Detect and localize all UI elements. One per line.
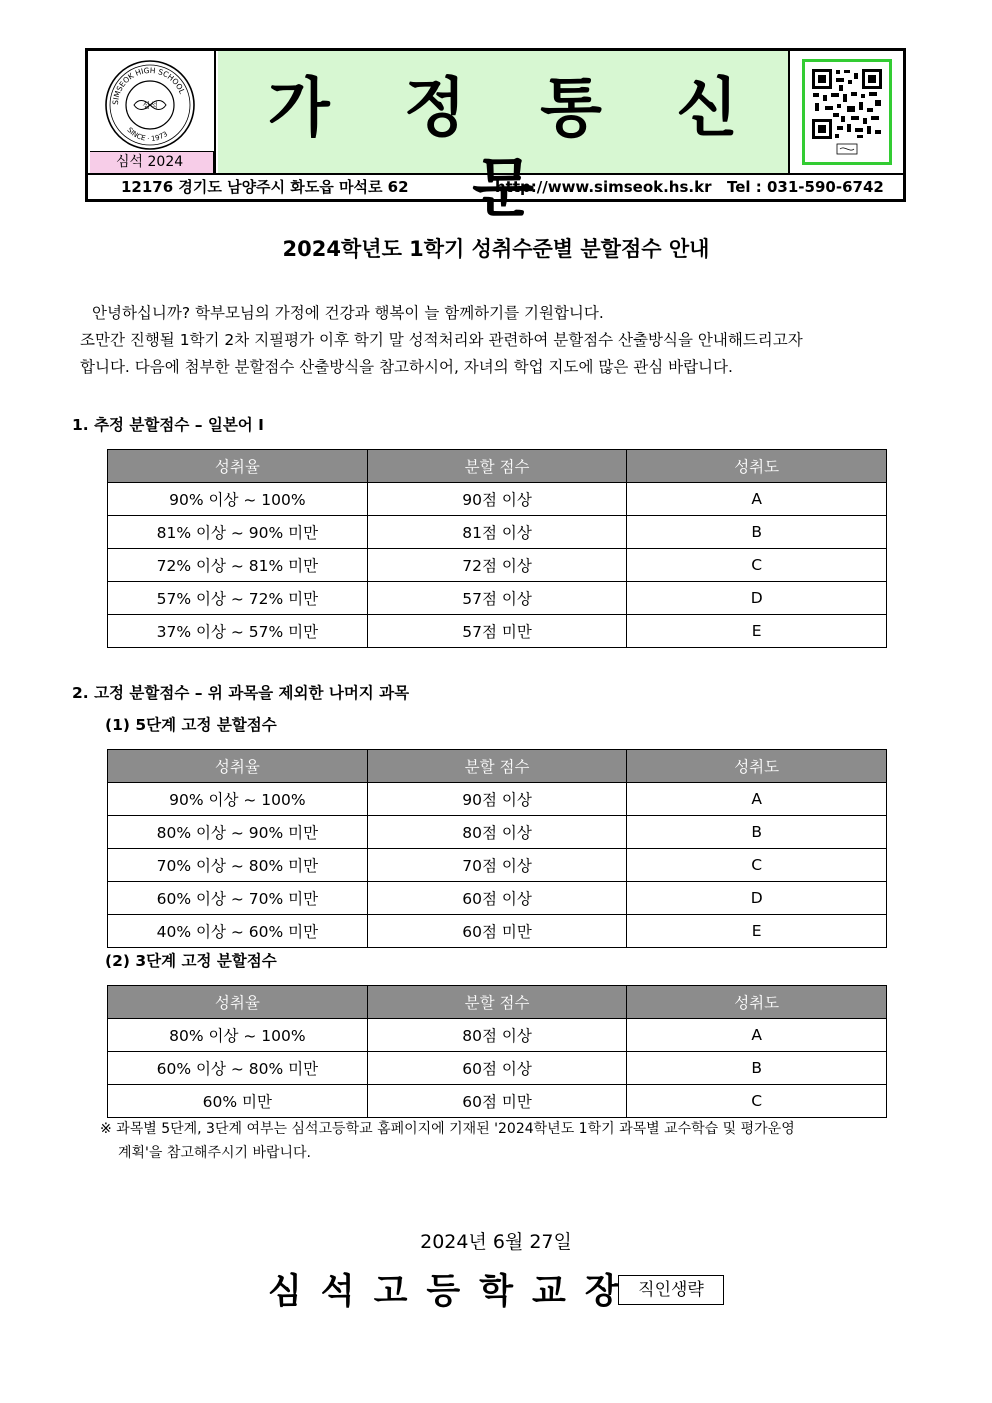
qr-code-icon[interactable] bbox=[811, 68, 883, 156]
rate-cell: 60% 미만 bbox=[108, 1085, 368, 1118]
rate-cell: 60% 이상 ~ 80% 미만 bbox=[108, 1052, 368, 1085]
grade-cell: A bbox=[627, 483, 887, 516]
grade-cell: E bbox=[627, 915, 887, 948]
table-row bbox=[108, 1085, 887, 1118]
school-phone: Tel : 031-590-6742 bbox=[727, 178, 884, 196]
qr-frame bbox=[802, 59, 892, 165]
three-level-cut-score-table bbox=[107, 985, 887, 1118]
intro-paragraph bbox=[80, 300, 920, 381]
score-cell: 60점 이상 bbox=[367, 1052, 627, 1085]
header-cut-score: 분할 점수 bbox=[367, 986, 627, 1019]
score-cell: 90점 이상 bbox=[367, 483, 627, 516]
table-row bbox=[108, 849, 887, 882]
grade-cell: C bbox=[627, 849, 887, 882]
header-achievement-rate: 성취율 bbox=[108, 750, 368, 783]
grade-cell: A bbox=[627, 783, 887, 816]
logo-label: 심석 2024 bbox=[90, 151, 214, 173]
rate-cell: 57% 이상 ~ 72% 미만 bbox=[108, 582, 368, 615]
qr-cell bbox=[788, 51, 903, 173]
score-cell: 60점 미만 bbox=[367, 915, 627, 948]
principal-signature: 심석고등학교장 bbox=[268, 1272, 638, 1312]
section2-title: 2. 고정 분할점수 – 위 과목을 제외한 나머지 과목 bbox=[72, 684, 410, 702]
table-row bbox=[108, 882, 887, 915]
rate-cell: 40% 이상 ~ 60% 미만 bbox=[108, 915, 368, 948]
header-achievement-rate: 성취율 bbox=[108, 986, 368, 1019]
intro-line: 합니다. 다음에 첨부한 분할점수 산출방식을 참고하시어, 자녀의 학업 지도에 많은 관심 바랍니다. bbox=[80, 358, 733, 376]
seal-omitted-box: 직인생략 bbox=[618, 1275, 724, 1305]
table-row bbox=[108, 582, 887, 615]
score-cell: 90점 이상 bbox=[367, 783, 627, 816]
header-cut-score: 분할 점수 bbox=[367, 750, 627, 783]
grade-cell: C bbox=[627, 549, 887, 582]
header-achievement-rate: 성취율 bbox=[108, 450, 368, 483]
table-header-row bbox=[108, 450, 887, 483]
table-header-row bbox=[108, 750, 887, 783]
emblem-school-name: SIMSEOK HIGH SCHOOL bbox=[110, 65, 187, 106]
rate-cell: 80% 이상 ~ 90% 미만 bbox=[108, 816, 368, 849]
grade-cell: B bbox=[627, 816, 887, 849]
table-row bbox=[108, 516, 887, 549]
table-row bbox=[108, 816, 887, 849]
grade-cell: C bbox=[627, 1085, 887, 1118]
score-cell: 57점 이상 bbox=[367, 582, 627, 615]
intro-line: 안녕하십니까? 학부모님의 가정에 건강과 행복이 늘 함께하기를 기원합니다. bbox=[92, 304, 604, 322]
header-grade: 성취도 bbox=[627, 450, 887, 483]
table-row bbox=[108, 549, 887, 582]
grade-cell: D bbox=[627, 582, 887, 615]
rate-cell: 70% 이상 ~ 80% 미만 bbox=[108, 849, 368, 882]
table-row bbox=[108, 483, 887, 516]
section2-sub2-title: (2) 3단계 고정 분할점수 bbox=[105, 952, 277, 970]
table-row bbox=[108, 1019, 887, 1052]
rate-cell: 37% 이상 ~ 57% 미만 bbox=[108, 615, 368, 648]
rate-cell: 81% 이상 ~ 90% 미만 bbox=[108, 516, 368, 549]
grade-cell: B bbox=[627, 516, 887, 549]
rate-cell: 80% 이상 ~ 100% bbox=[108, 1019, 368, 1052]
grade-cell: B bbox=[627, 1052, 887, 1085]
section1-title: 1. 추정 분할점수 – 일본어 I bbox=[72, 416, 264, 434]
five-level-cut-score-table bbox=[107, 749, 887, 948]
logo-cell bbox=[88, 51, 216, 173]
score-cell: 80점 이상 bbox=[367, 1019, 627, 1052]
newsletter-header bbox=[85, 48, 906, 226]
footnote bbox=[100, 1117, 900, 1165]
table-row bbox=[108, 915, 887, 948]
footnote-line: 계획'을 참고해주시기 바랍니다. bbox=[118, 1145, 312, 1161]
score-cell: 80점 이상 bbox=[367, 816, 627, 849]
school-emblem-icon bbox=[104, 59, 196, 151]
table-row bbox=[108, 1052, 887, 1085]
header-grade: 성취도 bbox=[627, 750, 887, 783]
estimated-cut-score-table bbox=[107, 449, 887, 648]
issue-date: 2024년 6월 27일 bbox=[420, 1231, 572, 1253]
school-address: 12176 경기도 남양주시 화도읍 마석로 62 bbox=[121, 178, 409, 196]
score-cell: 81점 이상 bbox=[367, 516, 627, 549]
score-cell: 60점 이상 bbox=[367, 882, 627, 915]
score-cell: 70점 이상 bbox=[367, 849, 627, 882]
grade-cell: E bbox=[627, 615, 887, 648]
grade-cell: A bbox=[627, 1019, 887, 1052]
table-row bbox=[108, 615, 887, 648]
school-website-link[interactable]: http://www.simseok.hs.kr bbox=[495, 178, 712, 196]
rate-cell: 72% 이상 ~ 81% 미만 bbox=[108, 549, 368, 582]
table-row bbox=[108, 783, 887, 816]
footnote-line: ※ 과목별 5단계, 3단계 여부는 심석고등학교 홈페이지에 기재된 '2024학년도 1학기 과목별 교수학습 및 평가운영 bbox=[100, 1121, 795, 1137]
contact-row bbox=[88, 173, 903, 199]
header-cut-score: 분할 점수 bbox=[367, 450, 627, 483]
section2-sub1-title: (1) 5단계 고정 분할점수 bbox=[105, 716, 277, 734]
score-cell: 57점 미만 bbox=[367, 615, 627, 648]
score-cell: 72점 이상 bbox=[367, 549, 627, 582]
rate-cell: 90% 이상 ~ 100% bbox=[108, 783, 368, 816]
emblem-center-text: 심석 bbox=[142, 101, 158, 110]
rate-cell: 60% 이상 ~ 70% 미만 bbox=[108, 882, 368, 915]
document-title: 2024학년도 1학기 성취수준별 분할점수 안내 bbox=[282, 237, 710, 261]
emblem-since: SINCE · 1973 bbox=[125, 126, 170, 144]
grade-cell: D bbox=[627, 882, 887, 915]
newsletter-title: 가 정 통 신 문 bbox=[267, 72, 765, 226]
table-header-row bbox=[108, 986, 887, 1019]
intro-line: 조만간 진행될 1학기 2차 지필평가 이후 학기 말 성적처리와 관련하여 분할점수 산출방식을 안내해드리고자 bbox=[80, 331, 803, 349]
rate-cell: 90% 이상 ~ 100% bbox=[108, 483, 368, 516]
score-cell: 60점 미만 bbox=[367, 1085, 627, 1118]
header-grade: 성취도 bbox=[627, 986, 887, 1019]
